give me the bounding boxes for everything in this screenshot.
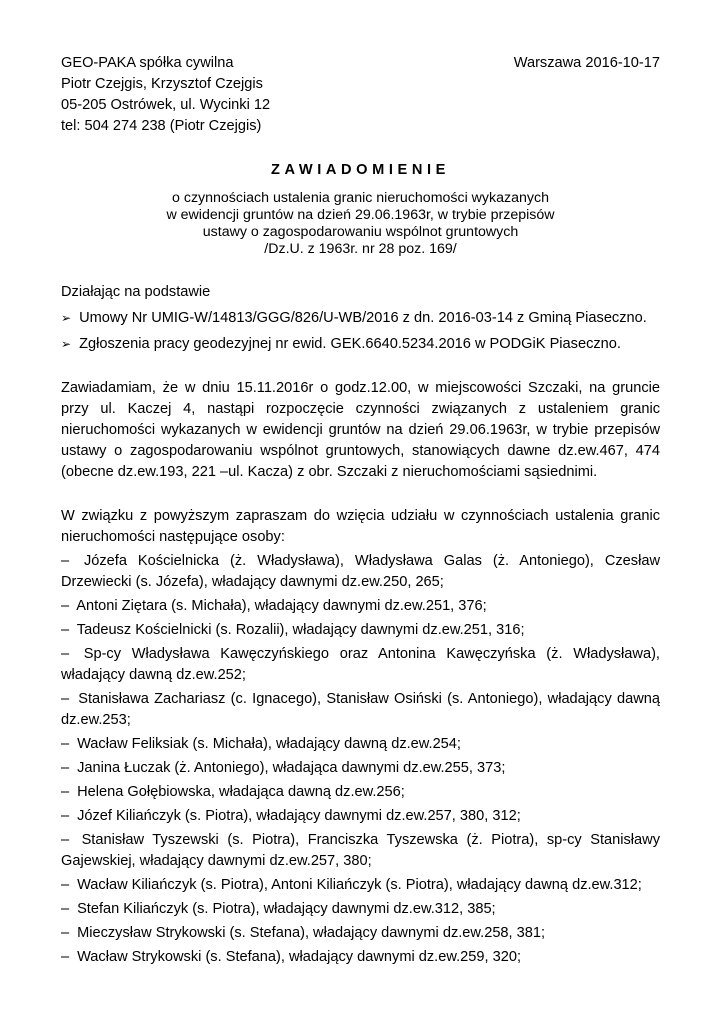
sender-company: GEO-PAKA spółka cywilna (61, 55, 234, 71)
person-text: Mieczysław Strykowski (s. Stefana), władający dawnymi dz.ew.258, 381; (77, 925, 546, 941)
person-text: Tadeusz Kościelnicki (s. Rozalii), władający dawnymi dz.ew.251, 316; (76, 622, 525, 638)
sender-address: 05-205 Ostrówek, ul. Wycinki 12 (61, 97, 271, 113)
dash-bullet: – (61, 925, 70, 941)
dash-bullet: – (61, 784, 70, 800)
subtitle-line: ustawy o zagospodarowaniu wspólnot gruntowych (202, 224, 519, 240)
person-text: Janina Łuczak (ż. Antoniego), władająca dawnymi dz.ew.255, 373; (77, 760, 506, 776)
document-subtitle (61, 190, 660, 258)
person-text: Stanisława Zachariasz (c. Ignacego), Stanisław Osiński (s. Antoniego), władający dawną dz.ew.253; (61, 691, 660, 728)
document-page (61, 53, 660, 968)
person-item (61, 758, 660, 779)
basis-item (61, 308, 660, 329)
basis-item-text: Umowy Nr UMIG-W/14813/GGG/826/U-WB/2016 z dn. 2016-03-14 z Gminą Piaseczno. (79, 310, 647, 326)
person-text: Józef Kiliańczyk (s. Piotra), władający dawnymi dz.ew.257, 380, 312; (77, 808, 521, 824)
dash-bullet: – (61, 901, 70, 917)
notice-paragraph: Zawiadamiam, że w dniu 15.11.2016r o godz.12.00, w miejscowości Szczaki, na gruncie przy ul. Kaczej 4, nastąpi rozpoczęcie czynności związanych z ustaleniem granic nieruchomości wykazanych w ewidencji gruntów na dzień 29.06.1963r, w trybie przepisów ustawy o zagospodarowaniu wspólnot gruntowych, stanowiących dawne dz.ew.467, 474 (obecne dz.ew.193, 221 –ul. Kacza) z obr. Szczaki z nieruchomościami sąsiednimi. (61, 380, 660, 480)
dash-bullet: – (61, 808, 70, 824)
basis-item (61, 334, 660, 355)
dash-bullet: – (61, 832, 70, 848)
subtitle-line: o czynnościach ustalenia granic nieruchomości wykazanych (172, 190, 549, 206)
basis-intro: Działając na podstawie (61, 284, 211, 300)
person-text: Sp-cy Władysława Kawęczyńskiego oraz Antonina Kawęczyńska (ż. Władysława), władający dawną dz.ew.252; (61, 646, 660, 683)
person-item (61, 689, 660, 731)
person-item (61, 620, 660, 641)
document-title: ZAWIADOMIENIE (271, 162, 450, 178)
person-text: Helena Gołębiowska, władająca dawną dz.ew.256; (77, 784, 405, 800)
invite-paragraph: W związku z powyższym zapraszam do wzięcia udziału w czynnościach ustalenia granic nieruchomości następujące osoby: (61, 508, 660, 545)
dash-bullet: – (61, 760, 70, 776)
person-text: Stanisław Tyszewski (s. Piotra), Franciszka Tyszewska (ż. Piotra), sp-cy Stanisławy Gajewskiej, władający dawnymi dz.ew.257, 380; (61, 832, 660, 869)
basis-item-text: Zgłoszenia pracy geodezyjnej nr ewid. GEK.6640.5234.2016 w PODGiK Piaseczno. (79, 336, 621, 352)
dash-bullet: – (61, 691, 70, 707)
dash-bullet: – (61, 949, 70, 965)
person-item (61, 644, 660, 686)
person-item (61, 806, 660, 827)
dash-bullet: – (61, 553, 70, 569)
arrow-bullet-icon: ➢ (61, 337, 72, 351)
person-item (61, 596, 660, 617)
legal-basis (61, 282, 660, 355)
person-item (61, 923, 660, 944)
place-date: Warszawa 2016-10-17 (513, 55, 660, 71)
arrow-bullet-icon: ➢ (61, 311, 72, 325)
dash-bullet: – (61, 646, 70, 662)
dash-bullet: – (61, 622, 70, 638)
person-text: Wacław Feliksiak (s. Michała), władający dawną dz.ew.254; (77, 736, 461, 752)
dash-bullet: – (61, 736, 70, 752)
person-item (61, 551, 660, 593)
dash-bullet: – (61, 877, 70, 893)
sender-names: Piotr Czejgis, Krzysztof Czejgis (61, 76, 263, 92)
person-item (61, 830, 660, 872)
person-item (61, 899, 660, 920)
dash-bullet: – (61, 598, 70, 614)
person-item (61, 875, 660, 896)
person-text: Antoni Ziętara (s. Michała), władający dawnymi dz.ew.251, 376; (76, 598, 487, 614)
sender-phone: tel: 504 274 238 (Piotr Czejgis) (61, 118, 262, 134)
persons-list (61, 551, 660, 968)
person-text: Stefan Kiliańczyk (s. Piotra), władający dawnymi dz.ew.312, 385; (77, 901, 496, 917)
subtitle-line: w ewidencji gruntów na dzień 29.06.1963r, w trybie przepisów (166, 207, 555, 223)
person-text: Wacław Strykowski (s. Stefana), władający dawnymi dz.ew.259, 320; (77, 949, 522, 965)
person-item (61, 947, 660, 968)
person-item (61, 782, 660, 803)
person-item (61, 734, 660, 755)
subtitle-line: /Dz.U. z 1963r. nr 28 poz. 169/ (264, 241, 457, 257)
person-text: Józefa Kościelnicka (ż. Władysława), Władysława Galas (ż. Antoniego), Czesław Drzewiecki (s. Józefa), władający dawnymi dz.ew.250, 265; (61, 553, 660, 590)
letter-header (61, 53, 660, 137)
person-text: Wacław Kiliańczyk (s. Piotra), Antoni Kiliańczyk (s. Piotra), władający dawną dz.ew.312; (77, 877, 642, 893)
